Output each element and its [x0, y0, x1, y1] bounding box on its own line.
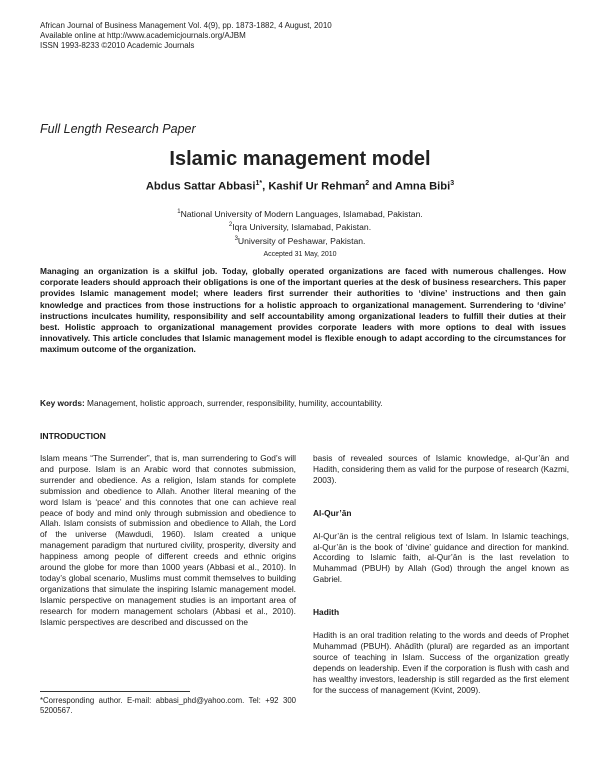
affiliation: $^1$National University of Modern Languages, Islamabad, Pakistan. — [177, 208, 423, 219]
author-name: Abdus Sattar Abbasi — [145, 180, 256, 193]
right-column — [313, 453, 569, 696]
journal-citation: African Journal of Business Management Vol. 4(9), pp. 1873-1882, 4 August, 2010 — [40, 21, 332, 30]
affiliation-list — [0, 207, 600, 247]
paper-title: Islamic management model — [169, 148, 431, 170]
affiliation: $^2$Iqra University, Islamabad, Pakistan. — [228, 222, 372, 233]
introduction-heading: INTRODUCTION — [40, 431, 106, 441]
author-list — [0, 180, 600, 193]
left-column — [40, 453, 296, 628]
author-affiliation-marker: 1* — [255, 180, 263, 187]
section-text-hadith: Hadith is an oral tradition relating to the words and deeds of Prophet Muhammad (PBUH). Ahādīth (plural) are regarded as an important source of teaching in Islam. Success of the organization greatly depends on leadership. Even if the corporation is flush with cash and has wealthy investors, leadership is still regarded as the first element for the success of management (Kvint, 2009). — [313, 630, 569, 695]
corresponding-author-footnote: *Corresponding author. E-mail: abbasi_phd@yahoo.com. Tel: +92 300 5200567. — [40, 696, 296, 715]
section-heading-al-quran: Al-Qur’ān — [313, 507, 352, 518]
section-heading-hadith: Hadith — [313, 607, 340, 618]
introduction-continuation: basis of revealed sources of Islamic knowledge, al-Qur’ān and Hadith, considering them as valid for the purpose of research (Kazmi, 2003). — [313, 453, 569, 485]
abstract: Managing an organization is a skilful job. Today, globally operated organizations are faced with numerous challenges. How corporate leaders should approach their obligations is one of the important queries at the desk of business researchers. This paper provides Islamic management model; where leaders first surrender their authorities to ‘divine’ instructions and then gain knowledge and practices from those instructions for a holistic approach to organizational management. Surrendering to ‘divine’ instructions inculcates humility, responsibility and self accountability among organizational leaders to fulfill their duties at their best. Holistic approach to organizational management provides corporate leaders with more options to deal with issues innovatively. This article concludes that Islamic management model is flexible enough to adapt according to the circumstances for maximum outcome of the organization. — [40, 266, 566, 355]
author-separator: and — [369, 180, 395, 193]
journal-header — [40, 21, 332, 51]
affiliation: $^3$University of Peshawar, Pakistan. — [234, 235, 366, 246]
author-affiliation-marker: 2 — [365, 180, 370, 187]
author-separator: , — [262, 180, 269, 193]
keywords-label: Key words: — [40, 398, 85, 408]
introduction-paragraph: Islam means “The Surrender”, that is, man surrendering to God’s will and purpose. Islam is an Arabic word that connotes submission, surrender and obedience. As a religion, Islam stands for complete submission and obedience to Allah. Another literal meaning of the word Islam is ‘peace’ and this connotes that one can achieve real peace of body and mind only through submission and obedience to Allah. Islam consists of submission and obedience to Allah, the Lord of the universe (Mawdudi, 1960). Islam created a unique management paradigm that nurtured civility, prosperity, diversity and happiness among people of different creeds and ethnic origins around the globe for more than 1000 years (Abbasi et al., 2010). In today’s global scenario, Muslims must commit themselves to building organizations that simulate the inspiring Islamic management model. Islamic perspective on management studies is an important area of research for modern management scholars (Abbasi et al., 2010). Islamic perspectives are described and discussed on the — [40, 453, 296, 627]
journal-url: Available online at http://www.academicjournals.org/AJBM — [40, 31, 246, 40]
keywords-text: Management, holistic approach, surrender, responsibility, humility, accountability. — [87, 398, 383, 408]
author-name: Amna Bibi — [394, 180, 451, 193]
accepted-date: Accepted 31 May, 2010 — [263, 251, 337, 258]
author-name: Kashif Ur Rehman — [268, 180, 366, 193]
paper-type: Full Length Research Paper — [40, 122, 196, 136]
journal-issn: ISSN 1993-8233 ©2010 Academic Journals — [40, 41, 195, 50]
keywords — [40, 398, 566, 409]
footnote-divider — [40, 691, 190, 692]
author-affiliation-marker: 3 — [450, 180, 455, 187]
section-text-al-quran: Al-Qur’ān is the central religious text of Islam. In Islamic teachings, al-Qur’ān is the book of ‘divine’ guidance and direction for mankind. According to Islamic faith, al-Qur’ān is the last revelation to Muhammad (PBUH) by Allah (God) through the angel known as Gabriel. — [313, 530, 569, 585]
